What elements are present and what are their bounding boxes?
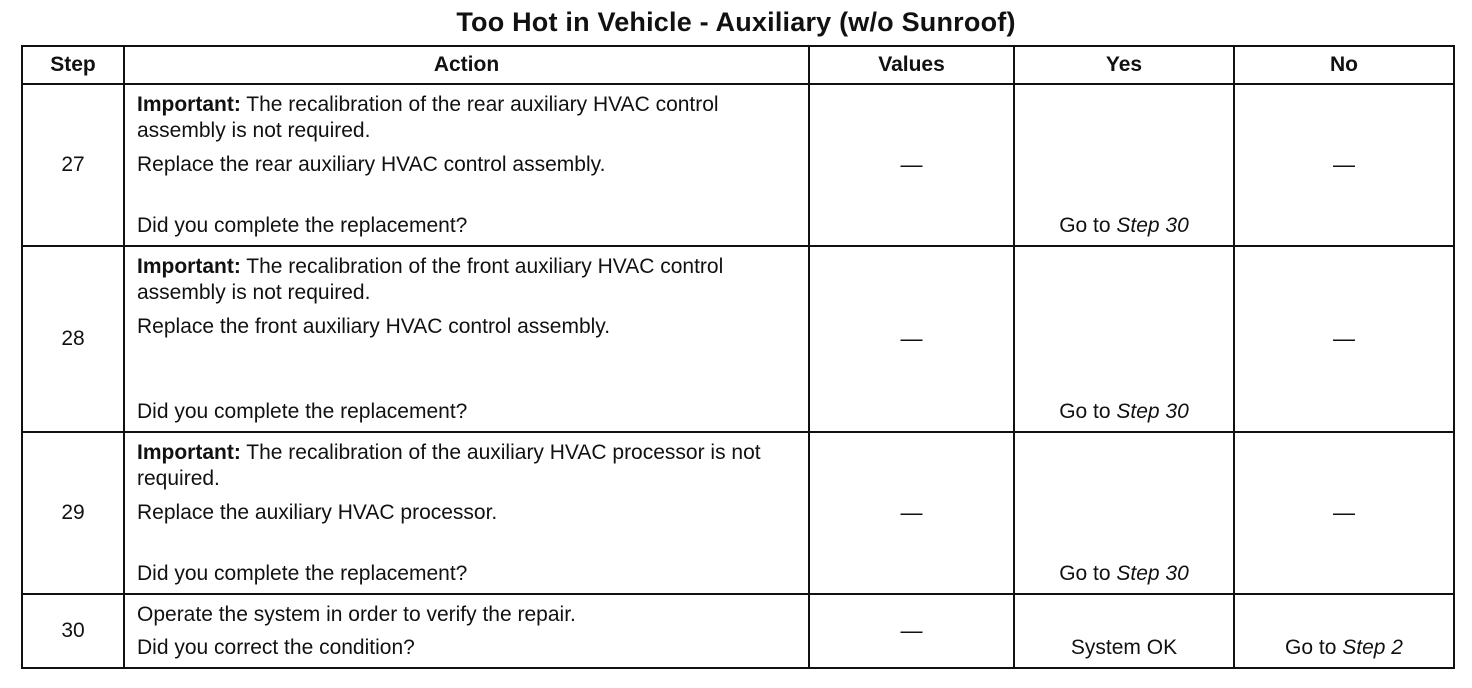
important-note bbox=[137, 440, 798, 492]
step-number: 30 bbox=[22, 594, 124, 668]
question-text: Did you complete the replacement? bbox=[137, 562, 468, 585]
yes-goto[interactable] bbox=[1015, 561, 1233, 587]
step-link[interactable]: Step 30 bbox=[1116, 214, 1189, 237]
important-label: Important: bbox=[137, 441, 241, 464]
important-text: The recalibration of the rear auxiliary HVAC control assembly is not required. bbox=[137, 93, 719, 142]
column-header-no: No bbox=[1234, 46, 1454, 84]
step-link[interactable]: Step 2 bbox=[1342, 636, 1403, 659]
important-note bbox=[137, 254, 798, 306]
column-header-yes: Yes bbox=[1014, 46, 1234, 84]
yes-cell bbox=[1014, 84, 1234, 246]
no-cell: — bbox=[1234, 432, 1454, 594]
values-cell: — bbox=[809, 594, 1014, 668]
step-number: 28 bbox=[22, 246, 124, 432]
question-text: Did you complete the replacement? bbox=[137, 214, 468, 237]
instruction-text: Operate the system in order to verify the repair. bbox=[137, 603, 576, 626]
values-cell: — bbox=[809, 246, 1014, 432]
important-text: The recalibration of the auxiliary HVAC processor is not required. bbox=[137, 441, 761, 490]
goto-prefix: Go to bbox=[1059, 214, 1117, 237]
question-text: Did you correct the condition? bbox=[137, 636, 415, 659]
goto-prefix: Go to bbox=[1285, 636, 1343, 659]
action-cell bbox=[124, 84, 809, 246]
values-cell: — bbox=[809, 84, 1014, 246]
yes-cell bbox=[1014, 432, 1234, 594]
goto-prefix: Go to bbox=[1059, 562, 1117, 585]
table-row bbox=[22, 84, 1454, 246]
step-link[interactable]: Step 30 bbox=[1116, 562, 1189, 585]
yes-cell bbox=[1014, 594, 1234, 668]
diagnostic-table bbox=[21, 45, 1455, 669]
yes-goto[interactable] bbox=[1015, 213, 1233, 239]
column-header-action: Action bbox=[124, 46, 809, 84]
values-cell: — bbox=[809, 432, 1014, 594]
step-number: 27 bbox=[22, 84, 124, 246]
no-goto[interactable] bbox=[1235, 635, 1453, 661]
column-header-step: Step bbox=[22, 46, 124, 84]
question-text: Did you complete the replacement? bbox=[137, 400, 468, 423]
table-row bbox=[22, 432, 1454, 594]
column-header-values: Values bbox=[809, 46, 1014, 84]
instruction-text: Replace the auxiliary HVAC processor. bbox=[137, 501, 498, 524]
important-label: Important: bbox=[137, 255, 241, 278]
important-label: Important: bbox=[137, 93, 241, 116]
important-text: The recalibration of the front auxiliary HVAC control assembly is not required. bbox=[137, 255, 724, 304]
action-cell bbox=[124, 246, 809, 432]
table-row bbox=[22, 246, 1454, 432]
no-cell bbox=[1234, 594, 1454, 668]
important-note bbox=[137, 92, 798, 144]
action-cell bbox=[124, 594, 809, 668]
step-link[interactable]: Step 30 bbox=[1116, 400, 1189, 423]
table-header-row bbox=[22, 46, 1454, 84]
no-cell: — bbox=[1234, 84, 1454, 246]
table-row bbox=[22, 594, 1454, 668]
instruction-text: Replace the front auxiliary HVAC control assembly. bbox=[137, 315, 611, 338]
page-title: Too Hot in Vehicle - Auxiliary (w/o Sunroof) bbox=[456, 7, 1016, 37]
yes-cell bbox=[1014, 246, 1234, 432]
action-cell bbox=[124, 432, 809, 594]
system-ok-text: System OK bbox=[1070, 636, 1178, 659]
no-cell: — bbox=[1234, 246, 1454, 432]
yes-goto[interactable] bbox=[1015, 399, 1233, 425]
instruction-text: Replace the rear auxiliary HVAC control assembly. bbox=[137, 153, 606, 176]
goto-prefix: Go to bbox=[1059, 400, 1117, 423]
step-number: 29 bbox=[22, 432, 124, 594]
